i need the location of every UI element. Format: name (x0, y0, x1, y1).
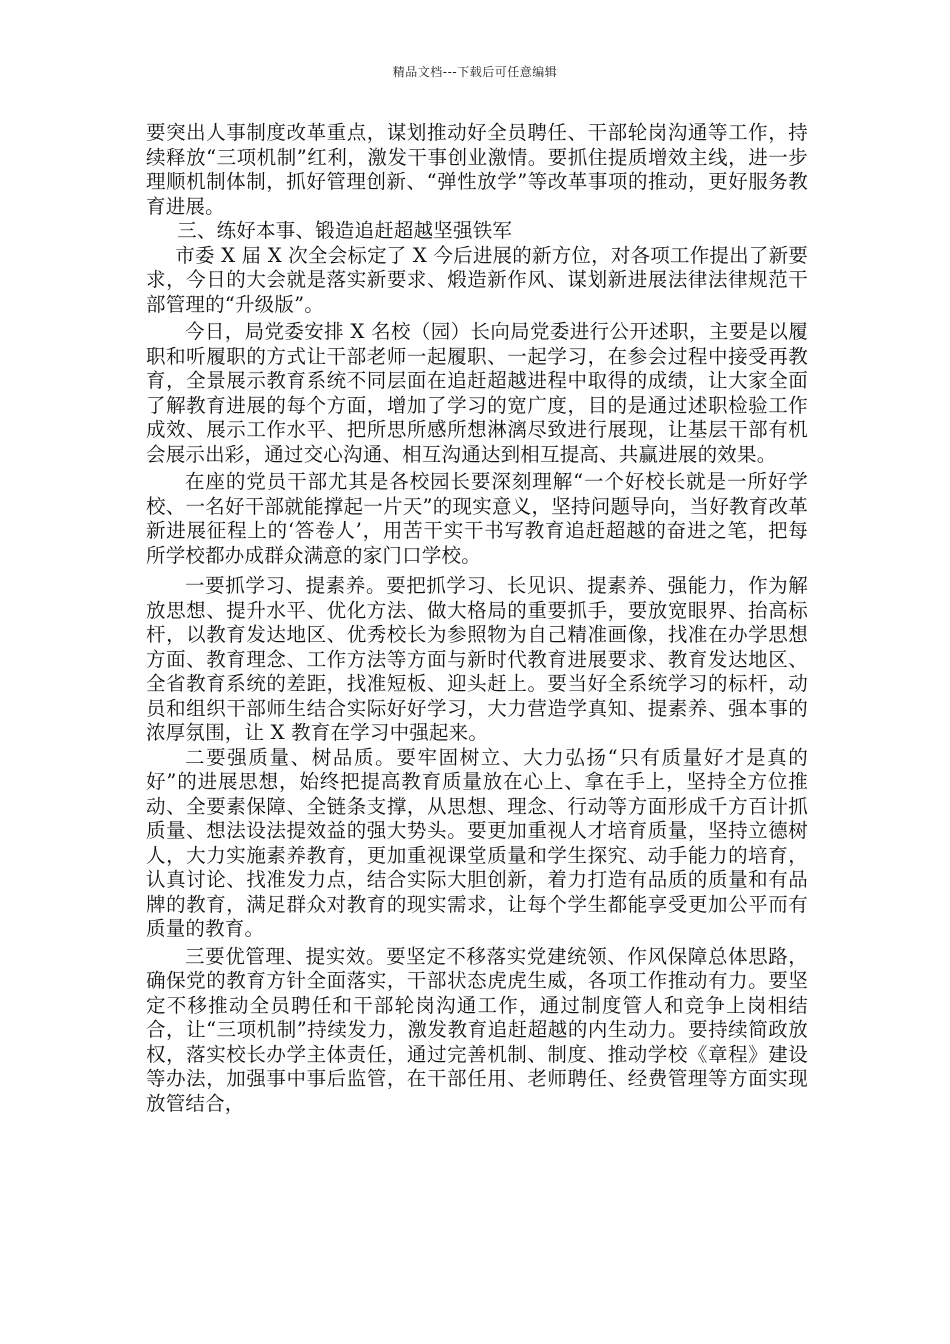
paragraph-point-2-quality: 二要强质量、树品质。要牢固树立、大力弘扬“只有质量好才是真的好”的进展思想，始终把提高教育质量放在心上、拿在手上，坚持全方位推动、全要素保障、全链条支撑，从思想、理念、行动等方面形成千方百计抓质量、想法设法提效益的强大势头。要更加重视人才培育质量，坚持立德树人，大力实施素养教育，更加重视课堂质量和学生探究、动手能力的培育，认真讨论、找准发力点，结合实际大胆创新，着力打造有品质的质量和有品牌的教育，满足群众对教育的现实需求，让每个学生都能享受更加公平而有质量的教育。 (146, 745, 808, 940)
paragraph-point-1-study: 一要抓学习、提素养。要把抓学习、长见识、提素养、强能力，作为解放思想、提升水平、优化方法、做大格局的重要抓手，要放宽眼界、抬高标杆，以教育发达地区、优秀校长为参照物为自己精准画像，找准在办学思想方面、教育理念、工作方法等方面与新时代教育进展要求、教育发达地区、全省教育系统的差距，找准短板、迎头赶上。要当好全系统学习的标杆，动员和组织干部师生结合实际好好学习，大力营造学真知、提素养、强本事的浓厚氛围，让 X 教育在学习中强起来。 (146, 574, 808, 744)
paragraph-point-3-management: 三要优管理、提实效。要坚定不移落实党建统领、作风保障总体思路，确保党的教育方针全面落实，干部状态虎虎生威，各项工作推动有力。要坚定不移推动全员聘任和干部轮岗沟通工作，通过制度管人和竞争上岗相结合，让“三项机制”持续发力，激发教育追赶超越的内生动力。要持续简政放权，落实校长办学主体责任，通过完善机制、制度、推动学校《章程》建设等办法，加强事中事后监管，在干部任用、老师聘任、经费管理等方面实现放管结合， (146, 944, 808, 1115)
paragraph-report-meeting: 今日，局党委安排 X 名校（园）长向局党委进行公开述职，主要是以履职和听履职的方式让干部老师一起履职、一起学习，在参会过程中接受再教育，全景展示教育系统不同层面在追赶超越进程中取得的成绩，让大家全面了解教育进展的每个方面，增加了学习的宽广度，目的是通过述职检验工作成效、展示工作水平、把所思所感所想淋漓尽致进行展现，让基层干部有机会展示出彩，通过交心沟通、相互沟通达到相互提高、共赢进展的效果。 (146, 320, 808, 466)
section-heading-3: 三、练好本事、锻造追赶超越坚强铁军 (177, 219, 513, 242)
paragraph-principals: 在座的党员干部尤其是各校园长要深刻理解“一个好校长就是一所好学校、一名好干部就能撑起一片天”的现实意义，坚持问题导向，当好教育改革新进展征程上的‘答卷人’，用苦干实干书写教育追赶超越的奋进之笔，把每所学校都办成群众满意的家门口学校。 (146, 470, 808, 567)
paragraph-plenary: 市委 X 届 X 次全会标定了 X 今后进展的新方位，对各项工作提出了新要求，今日的大会就是落实新要求、煅造新作风、谋划新进展法律法律规范干部管理的“升级版”。 (146, 243, 808, 316)
page-header: 精品文档---下载后可任意编辑 (392, 65, 558, 79)
document-body (146, 121, 808, 1116)
paragraph-reform-continued: 要突出人事制度改革重点，谋划推动好全员聘任、干部轮岗沟通等工作，持续释放“三项机制”红利，激发干事创业激情。要抓住提质增效主线，进一步理顺机制体制，抓好管理创新、“弹性放学”等改革事项的推动，更好服务教育进展。 (146, 121, 808, 218)
